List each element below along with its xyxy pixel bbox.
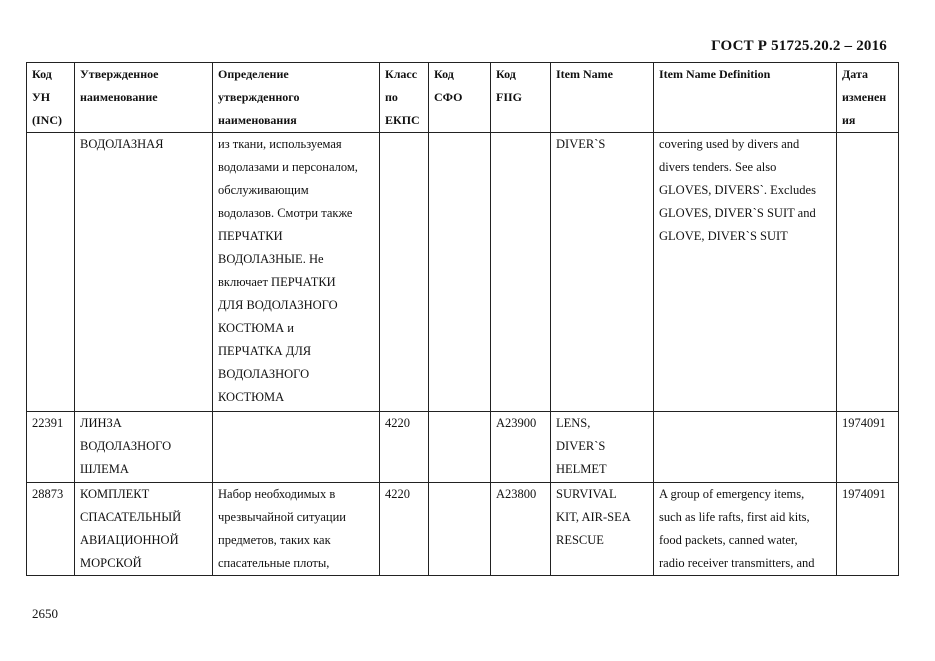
column-header-name-definition: Определение утвержденного наименования	[213, 63, 380, 133]
column-header-ekps-class: Класс по ЕКПС	[380, 63, 429, 133]
table-header-row	[27, 63, 899, 133]
cell-sfo-code	[429, 412, 491, 483]
cell-ekps-class: 4220	[380, 483, 429, 576]
cell-ekps-class	[380, 133, 429, 412]
cell-item-name: SURVIVAL KIT, AIR-SEA RESCUE	[551, 483, 654, 576]
cell-inc-code: 28873	[27, 483, 75, 576]
cell-change-date: 1974091	[837, 483, 899, 576]
cell-name-definition: Набор необходимых в чрезвычайной ситуации предметов, таких как спасательные плоты,	[213, 483, 380, 576]
cell-change-date: 1974091	[837, 412, 899, 483]
table-row	[27, 412, 899, 483]
cell-approved-name: КОМПЛЕКТ СПАСАТЕЛЬНЫЙ АВИАЦИОННОЙ МОРСКОЙ	[75, 483, 213, 576]
cell-change-date	[837, 133, 899, 412]
table-row	[27, 483, 899, 576]
cell-fiig-code	[491, 133, 551, 412]
cell-sfo-code	[429, 483, 491, 576]
cell-sfo-code	[429, 133, 491, 412]
cell-item-name-definition: covering used by divers and divers tenders. See also GLOVES, DIVERS`. Excludes GLOVES, DIVER`S SUIT and GLOVE, DIVER`S SUIT	[654, 133, 837, 412]
column-header-sfo-code: Код СФО	[429, 63, 491, 133]
cell-fiig-code: A23800	[491, 483, 551, 576]
cell-item-name-definition	[654, 412, 837, 483]
column-header-item-name: Item Name	[551, 63, 654, 133]
cell-fiig-code: A23900	[491, 412, 551, 483]
column-header-inc-code: Код УН (INC)	[27, 63, 75, 133]
table-row	[27, 133, 899, 412]
column-header-change-date: Дата изменен ия	[837, 63, 899, 133]
cell-inc-code: 22391	[27, 412, 75, 483]
column-header-approved-name: Утвержденное наименование	[75, 63, 213, 133]
cell-item-name-definition: A group of emergency items, such as life rafts, first aid kits, food packets, canned water, radio receiver transmitters, and	[654, 483, 837, 576]
cell-name-definition: из ткани, используемая водолазами и персоналом, обслуживающим водолазов. Смотри также ПЕРЧАТКИ ВОДОЛАЗНЫЕ. Не включает ПЕРЧАТКИ ДЛЯ ВОДОЛАЗНОГО КОСТЮМА и ПЕРЧАТКА ДЛЯ ВОДОЛАЗНОГО КОСТЮМА	[213, 133, 380, 412]
column-header-fiig-code: Код FIIG	[491, 63, 551, 133]
cell-approved-name: ВОДОЛАЗНАЯ	[75, 133, 213, 412]
page-number: 2650	[32, 606, 58, 621]
classification-table	[26, 62, 899, 576]
column-header-item-name-definition: Item Name Definition	[654, 63, 837, 133]
cell-approved-name: ЛИНЗА ВОДОЛАЗНОГО ШЛЕМА	[75, 412, 213, 483]
document-standard-header: ГОСТ Р 51725.20.2 – 2016	[711, 38, 887, 54]
cell-name-definition	[213, 412, 380, 483]
cell-inc-code	[27, 133, 75, 412]
cell-item-name: LENS, DIVER`S HELMET	[551, 412, 654, 483]
cell-ekps-class: 4220	[380, 412, 429, 483]
cell-item-name: DIVER`S	[551, 133, 654, 412]
